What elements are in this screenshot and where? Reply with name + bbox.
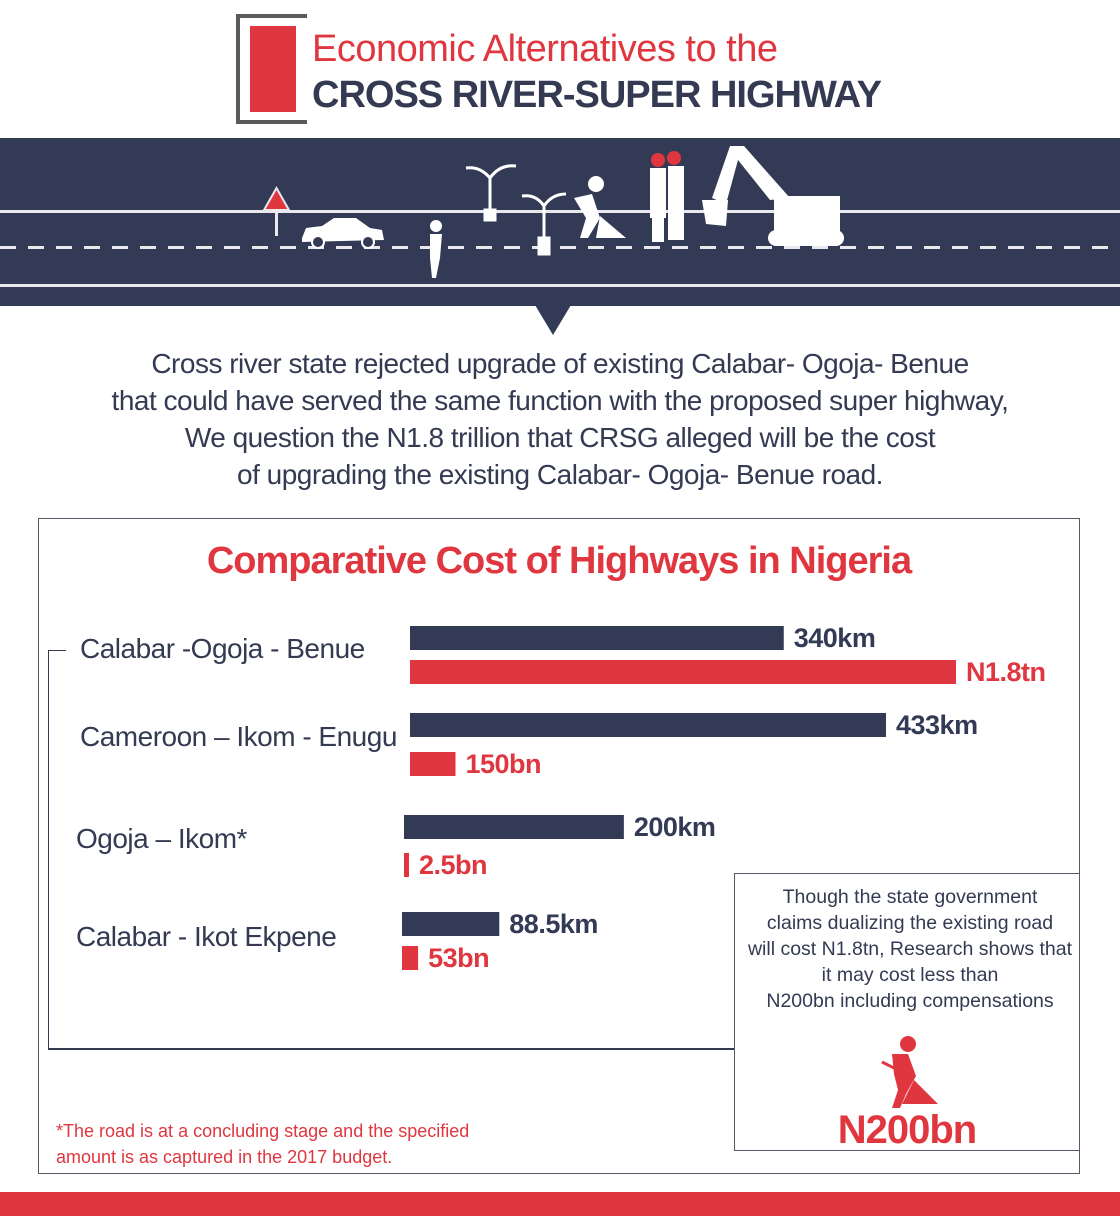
construction-worker-icon xyxy=(872,1032,942,1112)
bar-cost xyxy=(410,752,456,776)
note-line: will cost N1.8tn, Research shows that xyxy=(747,938,1073,960)
bar-label-cost: N1.8tn xyxy=(966,657,1046,687)
note-line: claims dualizing the existing road xyxy=(766,912,1054,934)
footer-bar xyxy=(0,1192,1120,1216)
bar-length-km xyxy=(410,713,886,737)
bar-cost xyxy=(410,660,956,684)
bar-label-km: 340km xyxy=(793,623,876,653)
note-line: Though the state government xyxy=(782,886,1038,908)
title-line-1: Economic Alternatives to the xyxy=(312,28,778,70)
bar-label-km: 200km xyxy=(633,812,716,842)
footnote-line: amount is as captured in the 2017 budget. xyxy=(56,1147,393,1167)
bar-length-km xyxy=(410,626,784,650)
category-label: Calabar - Ikot Ekpene xyxy=(76,921,337,952)
intro-line: of upgrading the existing Calabar- Ogoja- Benue road. xyxy=(237,459,883,490)
intro-line: Cross river state rejected upgrade of existing Calabar- Ogoja- Benue xyxy=(151,348,969,379)
note-line: it may cost less than xyxy=(821,964,999,986)
chart-title: Comparative Cost of Highways in Nigeria xyxy=(206,540,912,582)
intro-line: We question the N1.8 trillion that CRSG alleged will be the cost xyxy=(184,422,936,453)
category-label: Ogoja – Ikom* xyxy=(76,823,247,854)
bar-label-km: 88.5km xyxy=(509,909,598,939)
footnote-line: *The road is at a concluding stage and the specified xyxy=(56,1121,470,1141)
bar-label-cost: 53bn xyxy=(428,943,490,973)
category-label: Cameroon – Ikom - Enugu xyxy=(80,721,397,752)
category-label: Calabar -Ogoja - Benue xyxy=(80,633,365,664)
bar-cost xyxy=(402,946,418,970)
bar-label-cost: 150bn xyxy=(465,749,542,779)
note-value: N200bn xyxy=(837,1108,977,1152)
bar-length-km xyxy=(402,912,499,936)
note-line: N200bn including compensations xyxy=(766,990,1054,1012)
title-line-2: CROSS RIVER-SUPER HIGHWAY xyxy=(312,74,882,116)
bar-cost xyxy=(404,853,409,877)
note-text xyxy=(740,884,1080,1014)
intro-line: that could have served the same function with the proposed super highway, xyxy=(111,385,1009,416)
bar-label-km: 433km xyxy=(896,710,978,740)
footnote xyxy=(56,1118,496,1170)
bar-length-km xyxy=(404,815,624,839)
bar-label-cost: 2.5bn xyxy=(419,850,488,880)
